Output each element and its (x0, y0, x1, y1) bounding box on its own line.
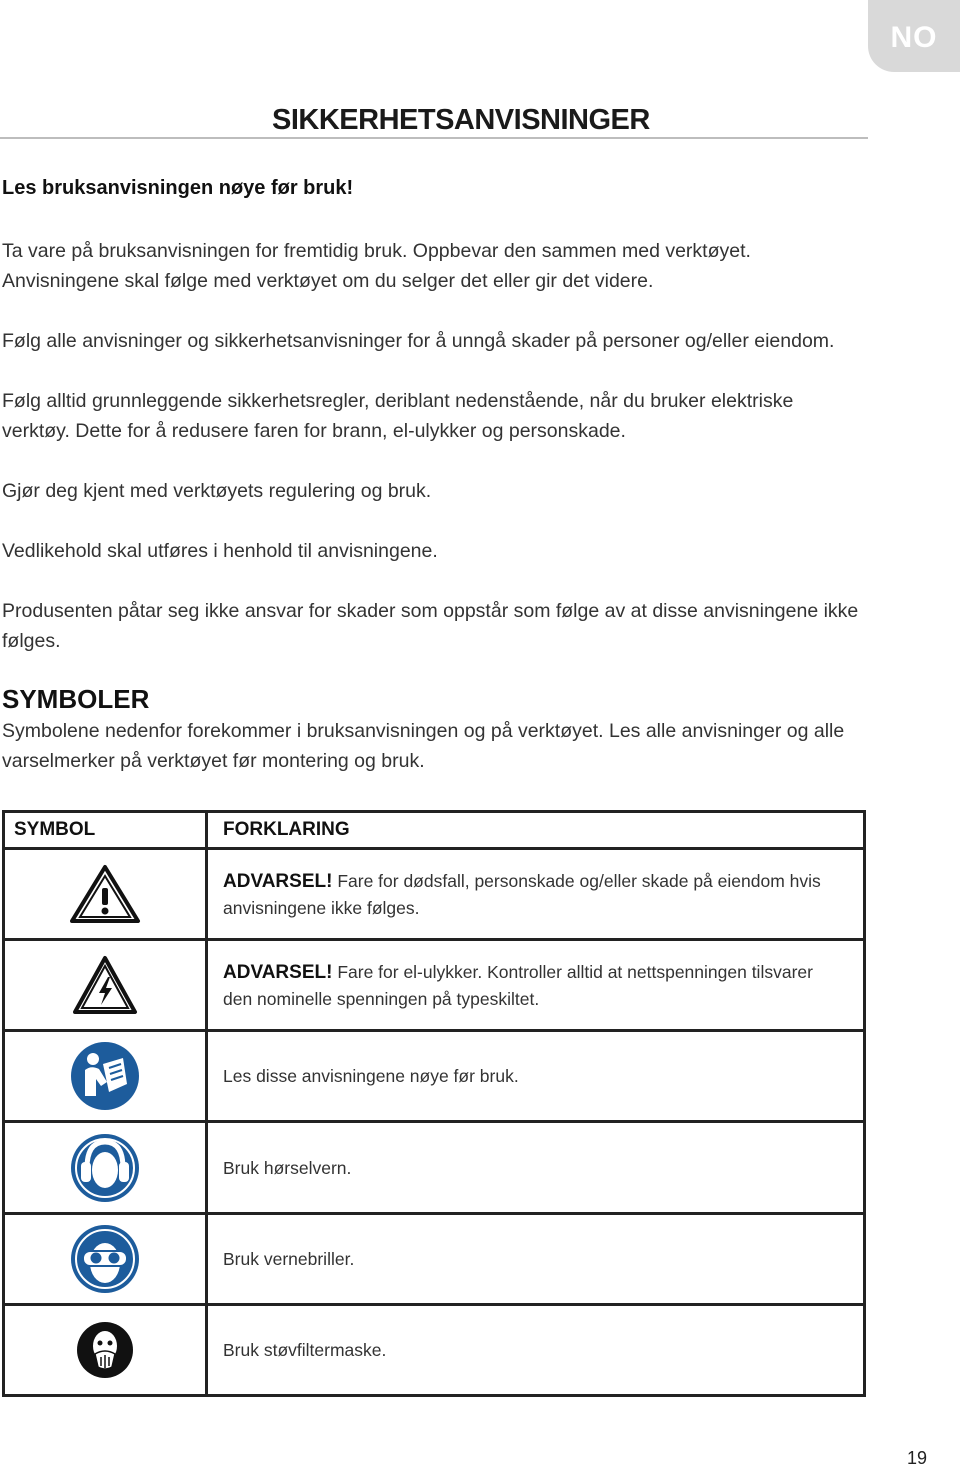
symbol-column-header: SYMBOL (4, 812, 207, 849)
table-row (4, 849, 865, 940)
symbols-intro: Symbolene nedenfor forekommer i bruksanvisningen og på verktøyet. Les alle anvisninger og alle varselmerker på verktøyet før montering og bruk. (2, 720, 845, 772)
paragraph-storage: Ta vare på bruksanvisningen for fremtidig bruk. Oppbevar den sammen med verktøyet. Anvisningene skal følge med verktøyet om du selger det eller gir det videre. (2, 240, 751, 292)
symbol-cell (4, 1031, 207, 1122)
symbol-cell (4, 1304, 207, 1395)
explanation-text: Bruk hørselvern. (223, 1157, 352, 1178)
warning-label: ADVARSEL! (223, 870, 333, 892)
electric-hazard-icon (72, 955, 138, 1015)
dust-mask-icon (75, 1320, 135, 1380)
paragraph-liability: Produsenten påtar seg ikke ansvar for skader som oppstår som følge av at disse anvisningene ikke følges. (2, 600, 859, 652)
explanation-text: Bruk vernebriller. (223, 1248, 355, 1269)
title-divider (0, 137, 868, 139)
table-row (4, 1213, 865, 1304)
symbol-cell (4, 849, 207, 940)
page-title: SIKKERHETSANVISNINGER (272, 104, 650, 136)
explanation-cell (207, 1122, 865, 1213)
table-row (4, 1122, 865, 1213)
hearing-protection-icon (69, 1132, 141, 1204)
explanation-cell (207, 1304, 865, 1395)
symbol-cell (4, 1213, 207, 1304)
explanation-text: Fare for dødsfall, personskade og/eller skade på eiendom hvis anvisningene ikke følges. (223, 870, 821, 918)
table-row (4, 1031, 865, 1122)
safety-goggles-icon (69, 1223, 141, 1295)
symbol-cell (4, 1122, 207, 1213)
paragraph-maintenance: Vedlikehold skal utføres i henhold til anvisningene. (2, 540, 438, 562)
warning-label: ADVARSEL! (223, 961, 333, 983)
read-manual-icon (69, 1040, 141, 1112)
paragraph-safety-rules: Følg alltid grunnleggende sikkerhetsregler, deriblant nedenstående, når du bruker elektriske verktøy. Dette for å redusere faren for brann, el-ulykker og personskade. (2, 390, 794, 442)
page-number: 19 (907, 1448, 928, 1468)
table-row (4, 940, 865, 1031)
lead-text: Les bruksanvisningen nøye før bruk! (2, 177, 354, 199)
explanation-cell (207, 1031, 865, 1122)
warning-triangle-icon (69, 864, 141, 924)
explanation-text: Les disse anvisningene nøye før bruk. (223, 1066, 519, 1087)
symbols-heading: SYMBOLER (2, 684, 150, 714)
symbol-cell (4, 940, 207, 1031)
language-tab: NO (868, 0, 960, 72)
explanation-cell (207, 849, 865, 940)
explanation-text: Bruk støvfiltermaske. (223, 1339, 387, 1360)
explanation-column-header: FORKLARING (207, 812, 865, 849)
paragraph-follow-instructions: Følg alle anvisninger og sikkerhetsanvisninger for å unngå skader på personer og/eller eiendom. (2, 330, 835, 352)
explanation-cell (207, 1213, 865, 1304)
explanation-text: Fare for el-ulykker. Kontroller alltid at nettspenningen tilsvarer den nominelle spenningen på typeskiltet. (223, 961, 813, 1009)
paragraph-familiarize: Gjør deg kjent med verktøyets regulering og bruk. (2, 480, 432, 502)
table-header-row (4, 812, 865, 849)
explanation-cell (207, 940, 865, 1031)
symbols-table (2, 810, 866, 1397)
table-row (4, 1304, 865, 1395)
